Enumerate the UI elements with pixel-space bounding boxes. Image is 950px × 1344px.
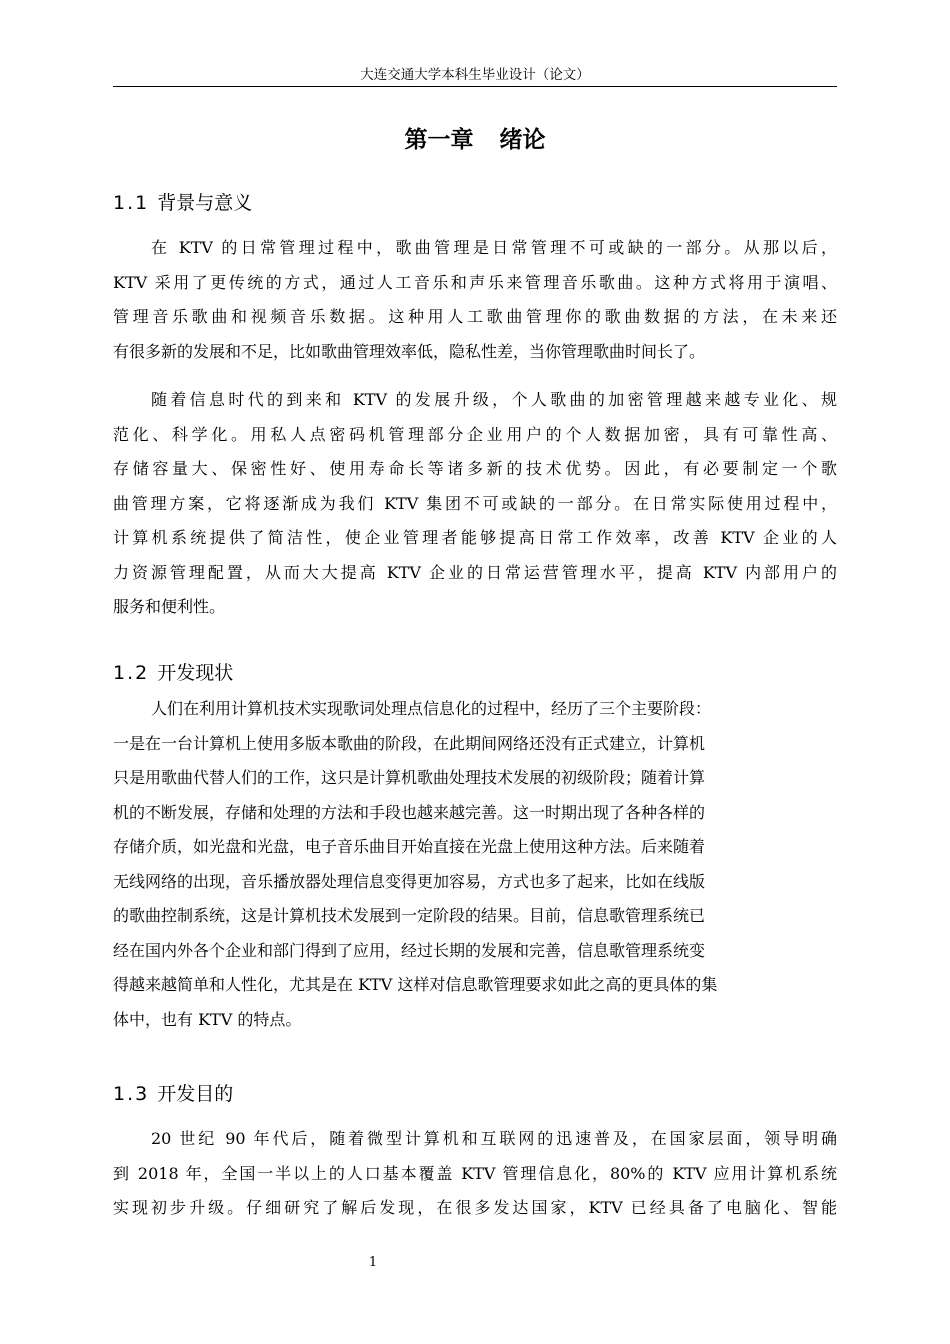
text-line: 服务和便利性。 [113,597,226,616]
text-line: 管理音乐歌曲和视频音乐数据。这种用人工歌曲管理你的歌曲数据的方法，在未来还 [113,307,837,326]
chapter-title [113,124,837,156]
text-line: 得越来越简单和人性化，尤其是在 KTV 这样对信息歌管理要求如此之高的更具体的集 [113,975,718,994]
text-line: 人们在利用计算机技术实现歌词处理点信息化的过程中，经历了三个主要阶段： [151,699,712,718]
section-heading-1-3 [113,1081,233,1107]
text-line: 到 2018 年，全国一半以上的人口基本覆盖 KTV 管理信息化，80%的 KTV 应用计算机系统 [113,1163,837,1183]
text-line: 曲管理方案，它将逐渐成为我们 KTV 集团不可或缺的一部分。在日常实际使用过程中， [113,493,837,513]
text-line: 有很多新的发展和不足，比如歌曲管理效率低，隐私性差，当你管理歌曲时间长了。 [113,341,706,361]
text-line: 随着信息时代的到来和 KTV 的发展升级，个人歌曲的加密管理越来越专业化、规 [151,390,837,409]
text-line: 在 KTV 的日常管理过程中，歌曲管理是日常管理不可或缺的一部分。从那以后， [151,238,837,257]
text-line: 存储容量大、保密性好、使用寿命长等诸多新的技术优势。因此，有必要制定一个歌 [113,459,837,478]
section-number: 1.2 [113,662,150,684]
text-line: 只是用歌曲代替人们的工作，这只是计算机歌曲处理技术发展的初级阶段；随着计算 [113,768,706,787]
running-header: 大连交通大学本科生毕业设计（论文） [360,67,590,83]
paragraph-1-2 [113,692,837,1037]
header-rule [113,86,837,87]
text-line: KTV 采用了更传统的方式，通过人工音乐和声乐来管理音乐歌曲。这种方式将用于演唱、 [113,272,837,292]
text-line: 机的不断发展，存储和处理的方法和手段也越来越完善。这一时期出现了各种各样的 [113,802,706,822]
text-line: 经在国内外各个企业和部门得到了应用，经过长期的发展和完善，信息歌管理系统变 [113,940,706,960]
text-line: 力资源管理配置，从而大大提高 KTV 企业的日常运营管理水平，提高 KTV 内部用户的 [113,562,837,582]
text-line: 存储介质，如光盘和光盘，电子音乐曲目开始直接在光盘上使用这种方法。后来随着 [113,837,706,856]
paragraph-1-1-b [113,383,837,625]
text-line: 一是在一台计算机上使用多版本歌曲的阶段，在此期间网络还没有正式建立，计算机 [113,733,706,753]
text-line: 无线网络的出现，音乐播放器处理信息变得更加容易，方式也多了起来，比如在线版 [113,871,706,891]
text-line: 的歌曲控制系统，这是计算机技术发展到一定阶段的结果。目前，信息歌管理系统已 [113,906,706,925]
chapter-name: 绪论 [499,127,546,153]
text-line: 实现初步升级。仔细研究了解后发现，在很多发达国家，KTV 已经具备了电脑化、智能 [113,1198,837,1217]
text-line: 计算机系统提供了简洁性，使企业管理者能够提高日常工作效率，改善 KTV 企业的人 [113,528,837,547]
section-heading-1-2 [113,660,233,686]
chapter-label: 第一章 [404,127,474,153]
section-title: 开发目的 [157,1083,234,1105]
section-number: 1.3 [113,1083,150,1105]
paragraph-1-1-a [113,231,837,369]
page-number: 1 [368,1255,378,1270]
section-title: 开发现状 [157,662,234,684]
section-title: 背景与意义 [157,192,253,214]
paragraph-1-3 [113,1122,837,1226]
text-line: 范化、科学化。用私人点密码机管理部分企业用户的个人数据加密，具有可靠性高、 [113,424,837,444]
section-number: 1.1 [113,192,150,214]
text-line: 20 世纪 90 年代后，随着微型计算机和互联网的迅速普及，在国家层面，领导明确 [151,1129,837,1148]
text-line: 体中，也有 KTV 的特点。 [113,1009,302,1029]
section-heading-1-1 [113,190,252,216]
